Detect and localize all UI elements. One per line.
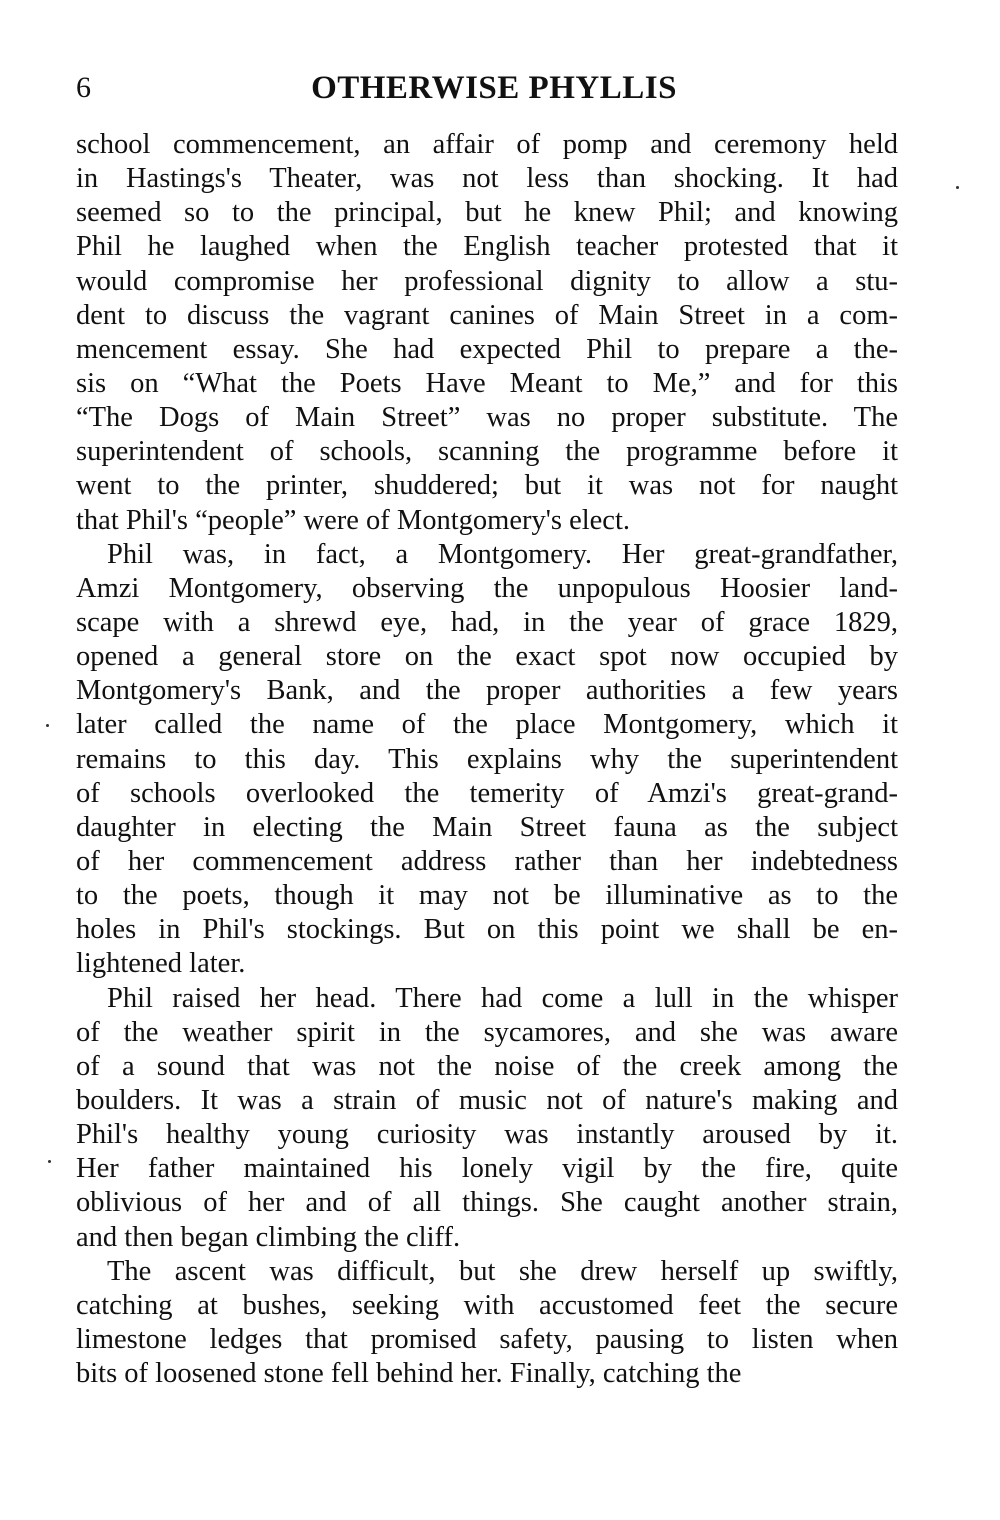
page-number: 6 <box>76 71 91 104</box>
margin-speck <box>48 1160 51 1163</box>
text-line: of a sound that was not the noise of the creek among the <box>76 1050 898 1082</box>
text-line: Montgomery's Bank, and the proper authorities a few years <box>76 675 898 707</box>
text-line: went to the printer, shuddered; but it was not for naught <box>76 470 898 502</box>
text-line: sis on “What the Poets Have Meant to Me,” and for this <box>76 367 898 399</box>
text-line: in Hastings's Theater, was not less than shocking. It had <box>76 163 898 195</box>
text-line: scape with a shrewd eye, had, in the year of grace 1829, <box>76 606 898 638</box>
text-line: later called the name of the place Montgomery, which it <box>76 709 898 741</box>
text-line: of the weather spirit in the sycamores, and she was aware <box>76 1016 898 1048</box>
text-line: catching at bushes, seeking with accustomed feet the secure <box>76 1289 898 1321</box>
text-line: Phil was, in fact, a Montgomery. Her great-grandfather, <box>107 538 898 570</box>
body-text <box>76 128 898 1391</box>
text-line: daughter in electing the Main Street fauna as the subject <box>76 811 898 843</box>
text-line: holes in Phil's stockings. But on this point we shall be en- <box>76 914 898 946</box>
paragraph-3 <box>76 982 898 1255</box>
paragraph-4 <box>76 1255 898 1392</box>
text-line: would compromise her professional dignity to allow a stu- <box>76 265 898 297</box>
text-line: Phil's healthy young curiosity was instantly aroused by it. <box>76 1119 898 1151</box>
text-line: Phil raised her head. There had come a lull in the whisper <box>107 982 898 1014</box>
running-title: OTHERWISE PHYLLIS <box>311 70 677 106</box>
text-line: oblivious of her and of all things. She caught another strain, <box>76 1187 898 1219</box>
text-line: remains to this day. This explains why the superintendent <box>76 743 898 775</box>
text-line: lightened later. <box>76 948 246 980</box>
running-head <box>76 62 898 112</box>
text-line: and then began climbing the cliff. <box>76 1221 461 1253</box>
paragraph-2 <box>76 538 898 982</box>
text-line: The ascent was difficult, but she drew herself up swiftly, <box>107 1255 898 1287</box>
text-line: opened a general store on the exact spot now occupied by <box>76 641 898 673</box>
text-line: seemed so to the principal, but he knew Phil; and knowing <box>76 197 898 229</box>
text-line: dent to discuss the vagrant canines of Main Street in a com- <box>76 299 898 331</box>
text-line: to the poets, though it may not be illuminative as to the <box>76 880 898 912</box>
text-line: Phil he laughed when the English teacher protested that it <box>76 231 898 263</box>
text-line: limestone ledges that promised safety, pausing to listen when <box>76 1323 898 1355</box>
margin-speck <box>46 724 49 727</box>
text-line: boulders. It was a strain of music not of nature's making and <box>76 1084 898 1116</box>
text-line: Her father maintained his lonely vigil by the fire, quite <box>76 1153 898 1185</box>
text-line: “The Dogs of Main Street” was no proper substitute. The <box>76 402 898 434</box>
text-line: Amzi Montgomery, observing the unpopulous Hoosier land- <box>76 572 898 604</box>
margin-speck <box>956 186 959 189</box>
text-line: school commencement, an affair of pomp and ceremony held <box>76 129 898 160</box>
text-line: that Phil's “people” were of Montgomery's elect. <box>76 504 630 536</box>
text-line: mencement essay. She had expected Phil to prepare a the- <box>76 333 898 365</box>
text-line: of schools overlooked the temerity of Amzi's great-grand- <box>76 777 898 809</box>
text-line: superintendent of schools, scanning the programme before it <box>76 436 898 468</box>
text-line: bits of loosened stone fell behind her. Finally, catching the <box>76 1358 742 1390</box>
paragraph-1 <box>76 128 898 538</box>
text-line: of her commencement address rather than her indebtedness <box>76 845 898 877</box>
